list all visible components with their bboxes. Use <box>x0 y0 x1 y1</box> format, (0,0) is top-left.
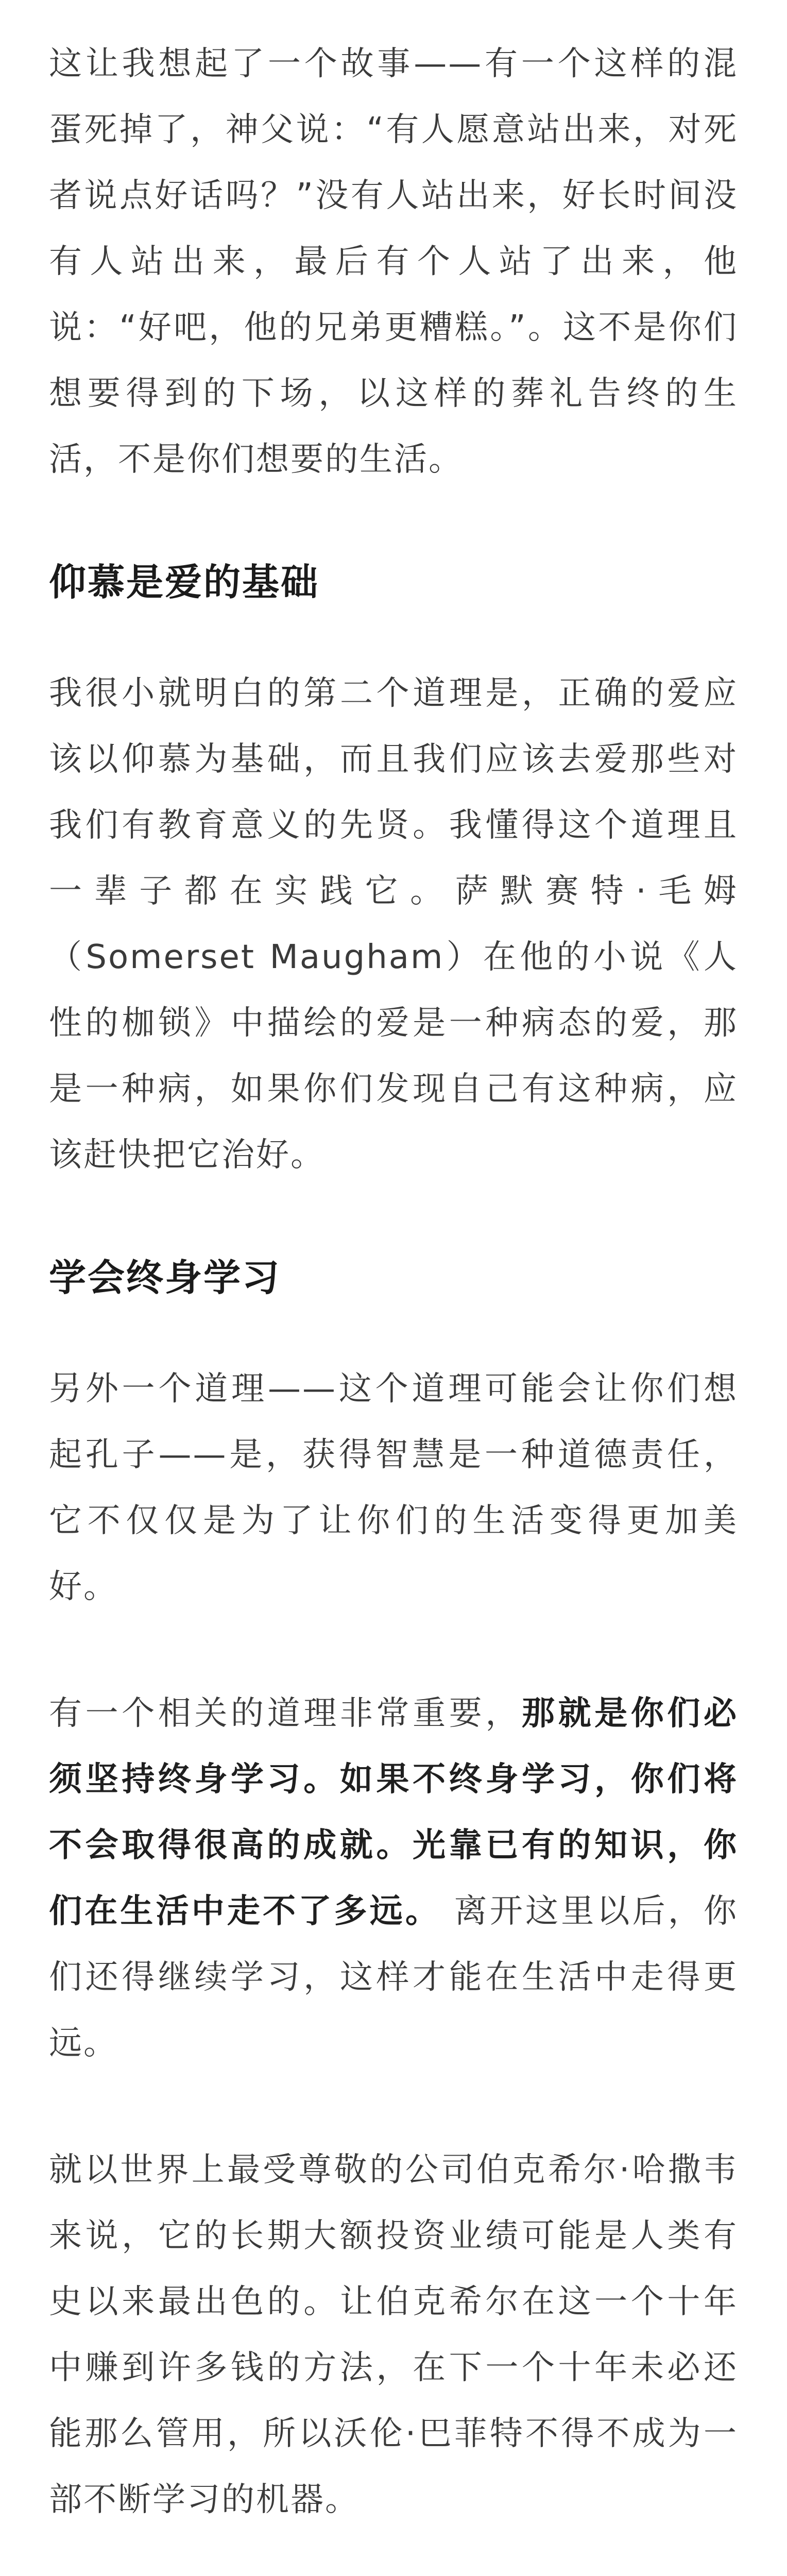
section-heading-admiration: 仰慕是爱的基础 <box>49 561 320 604</box>
paragraph-wisdom-duty: 另外一个道理——这个道理可能会让你们想起孔子——是，获得智慧是一种道德责任，它不仅仅是为了让你们的生活变得更加美好。 <box>49 1370 738 1606</box>
section-heading-lifelong-learning: 学会终身学习 <box>49 1256 281 1299</box>
paragraph-lifelong-learning <box>49 1681 738 2076</box>
lifelong-learning-tail: 离开这里以后，你们还得继续学习，这样才能在生活中走得更远。 <box>49 1892 739 2062</box>
paragraph-berkshire: 就以世界上最受尊敬的公司伯克希尔·哈撒韦来说，它的长期大额投资业绩可能是人类有史以来最出色的。让伯克希尔在这一个十年中赚到许多钱的方法，在下一个十年未必还能那么管用，所以沃伦·巴菲特不得不成为一部不断学习的机器。 <box>49 2151 738 2519</box>
paragraph-admiration: 我很小就明白的第二个道理是，正确的爱应该以仰慕为基础，而且我们应该去爱那些对我们有教育意义的先贤。我懂得这个道理且一辈子都在实践它。萨默赛特·毛姆（Somerset Maugham）在他的小说《人性的枷锁》中描绘的爱是一种病态的爱，那是一种病，如果你们发现自己有这种病，应该赶快把它治好。 <box>49 674 738 1174</box>
lifelong-learning-emphasis: 那就是你们必须坚持终身学习。如果不终身学习，你们将不会取得很高的成就。光靠已有的知识，你们在生活中走不了多远。 <box>49 1694 739 1930</box>
lifelong-learning-lead: 有一个相关的道理非常重要， <box>49 1694 522 1733</box>
paragraph-funeral-story: 这让我想起了一个故事——有一个这样的混蛋死掉了，神父说：“有人愿意站出来，对死者说点好话吗？”没有人站出来，好长时间没有人站出来，最后有个人站了出来，他说：“好吧，他的兄弟更糟糕。”。这不是你们想要得到的下场，以这样的葬礼告终的生活，不是你们想要的生活。 <box>49 45 738 479</box>
